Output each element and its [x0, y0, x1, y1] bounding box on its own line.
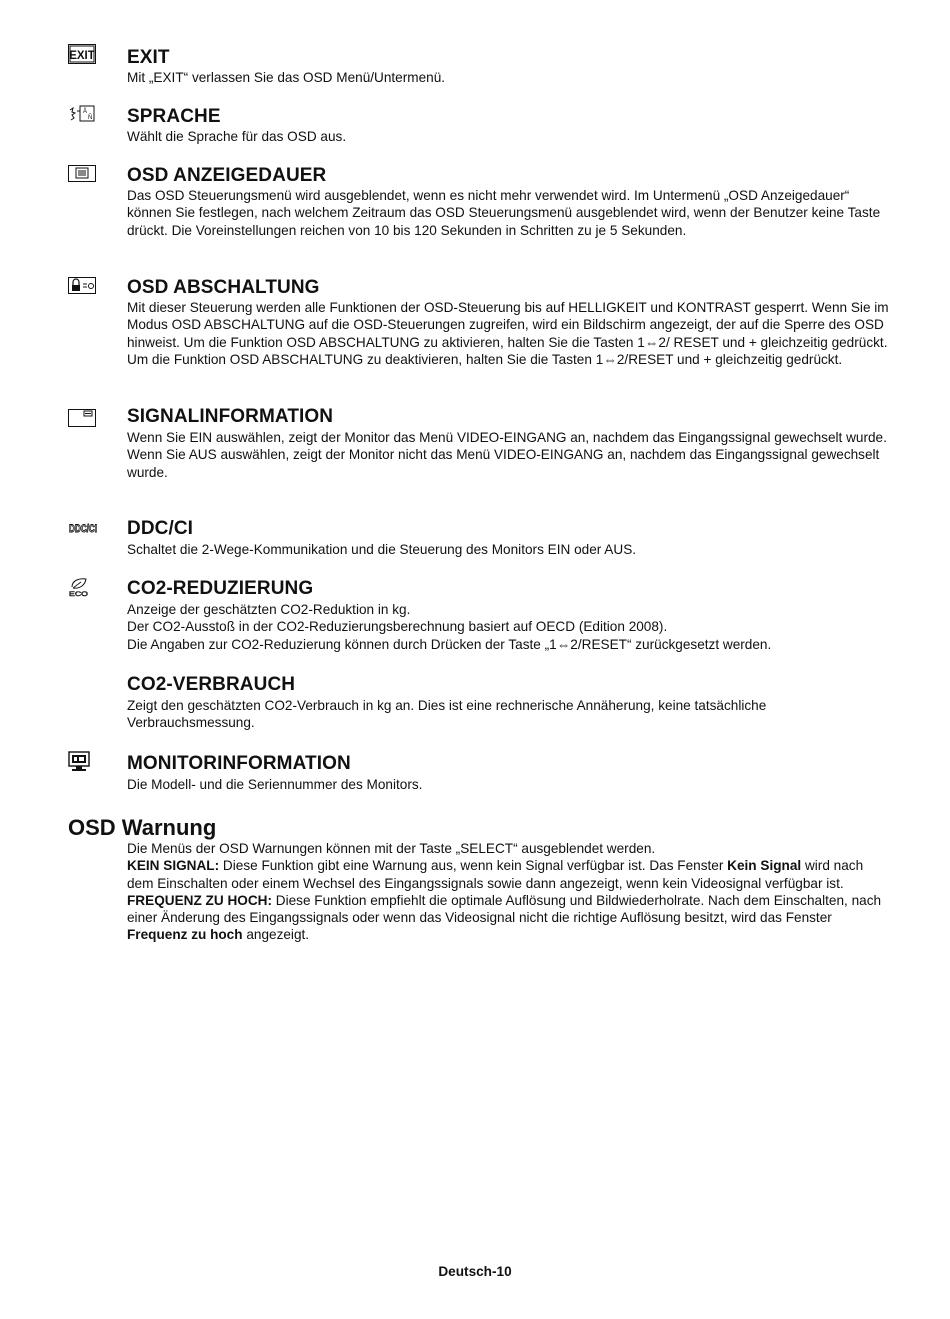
frequenz-label: FREQUENZ ZU HOCH: — [127, 892, 272, 908]
page-footer: Deutsch-10 — [438, 1264, 512, 1279]
language-icon — [68, 104, 96, 124]
co2-reduzierung-description: Anzeige der geschätzten CO2-Reduktion in kg. Der CO2-Ausstoß in der CO2-Reduzierungsberechnung basiert auf OECD (Edition 2008). Die Angaben zur CO2-Reduzierung können durch Drücken der Taste „1⇔2/RESET“ zurückgesetzt werden. — [127, 602, 772, 652]
eco-leaf-icon — [68, 576, 96, 596]
anzeigedauer-description: Das OSD Steuerungsmenü wird ausgeblendet, wenn es nicht mehr verwendet wird. Im Untermenü „OSD Anzeigedauer“ können Sie festlegen, nach welchem Zeitraum das OSD Steuerungsmenü ausgeblendet wird, wenn der Benutzer keine Taste drückt. Die Voreinstellungen reichen von 10 bis 120 Sekunden in Schritten zu je 5 Sekunden. — [127, 188, 881, 238]
frequenz-window-name: Frequenz zu hoch — [127, 927, 243, 943]
exit-icon-label: EXIT — [69, 50, 95, 62]
svg-text:Å: Å — [83, 109, 88, 115]
osd-lock-icon — [68, 276, 96, 296]
osd-warnung-title: OSD Warnung — [68, 815, 217, 840]
monitor-information-icon — [68, 751, 96, 771]
kein-signal-label: KEIN SIGNAL: — [127, 858, 220, 874]
co2-verbrauch-title: CO2-VERBRAUCH — [127, 674, 296, 695]
ddc-ci-icon — [68, 518, 96, 538]
exit-icon — [68, 44, 96, 64]
osd-warnung-body — [127, 840, 887, 944]
ddcci-title: DDC/CI — [127, 518, 194, 539]
kein-signal-text-a: Diese Funktion gibt eine Warnung aus, wenn kein Signal verfügbar ist. Das Fenster — [219, 858, 728, 874]
sprache-title: SPRACHE — [127, 106, 221, 127]
co2-verbrauch-description: Zeigt den geschätzten CO2-Verbrauch in kg an. Dies ist eine rechnerische Annäherung, keine tatsächliche Verbrauchsmessung. — [127, 698, 767, 731]
eco-icon-label: ECO — [69, 591, 88, 598]
signal-information-icon — [68, 408, 96, 428]
kein-signal-paragraph — [127, 857, 887, 892]
svg-text:Ñ: Ñ — [88, 115, 93, 121]
co2-reduzierung-title: CO2-REDUZIERUNG — [127, 578, 314, 599]
kein-signal-text-b: wird nach dem Einschalten oder einem Wechsel des Eingangssignals sowie dann angezeigt, wenn kein Videosignal verfügbar ist. — [127, 858, 864, 891]
signalinformation-title: SIGNALINFORMATION — [127, 406, 334, 427]
osd-timer-icon — [68, 164, 96, 184]
ddcci-description: Schaltet die 2-Wege-Kommunikation und die Steuerung des Monitors EIN oder AUS. — [127, 542, 637, 557]
ddc-ci-icon-label: DDC/CI — [69, 523, 97, 535]
anzeigedauer-title: OSD ANZEIGEDAUER — [127, 165, 327, 186]
signalinformation-description: Wenn Sie EIN auswählen, zeigt der Monitor das Menü VIDEO-EINGANG an, nachdem das Eingangssignal gewechselt wurde. Wenn Sie AUS auswählen, zeigt der Monitor nicht das Menü VIDEO-EINGANG an, nachdem das Eingangssignal gewechselt wurde. — [127, 430, 887, 480]
frequenz-text-b: angezeigt. — [242, 927, 310, 943]
monitorinformation-title: MONITORINFORMATION — [127, 753, 351, 774]
osd-warnung-intro: Die Menüs der OSD Warnungen können mit der Taste „SELECT“ ausgeblendet werden. — [127, 841, 656, 856]
abschaltung-title: OSD ABSCHALTUNG — [127, 277, 320, 298]
monitorinformation-description: Die Modell- und die Seriennummer des Monitors. — [127, 777, 423, 792]
abschaltung-description: Mit dieser Steuerung werden alle Funktionen der OSD-Steuerung bis auf HELLIGKEIT und KONTRAST gesperrt. Wenn Sie im Modus OSD ABSCHALTUNG auf die OSD-Steuerungen zugreifen, wird ein Bildschirm angezeigt, der auf die Sperre des OSD hinweist. Um die Funktion OSD ABSCHALTUNG zu aktivieren, halten Sie die Tasten 1⇔2/ RESET und + gleichzeitig gedrückt. Um die Funktion OSD ABSCHALTUNG zu deaktivieren, halten Sie die Tasten 1⇔2/RESET und + gleichzeitig gedrückt. — [127, 300, 889, 367]
exit-title: EXIT — [127, 47, 170, 68]
kein-signal-window-name: Kein Signal — [727, 858, 802, 874]
exit-description: Mit „EXIT“ verlassen Sie das OSD Menü/Untermenü. — [127, 70, 446, 85]
sprache-description: Wählt die Sprache für das OSD aus. — [127, 129, 347, 144]
frequenz-paragraph — [127, 892, 887, 944]
frequenz-text-a: Diese Funktion empfiehlt die optimale Auflösung und Bildwiederholrate. Nach dem Einschalten, nach einer Änderung des Eingangssignals oder wenn das Videosignal nicht die richtige Auflösung besitzt, wird das Fenster — [127, 892, 882, 926]
